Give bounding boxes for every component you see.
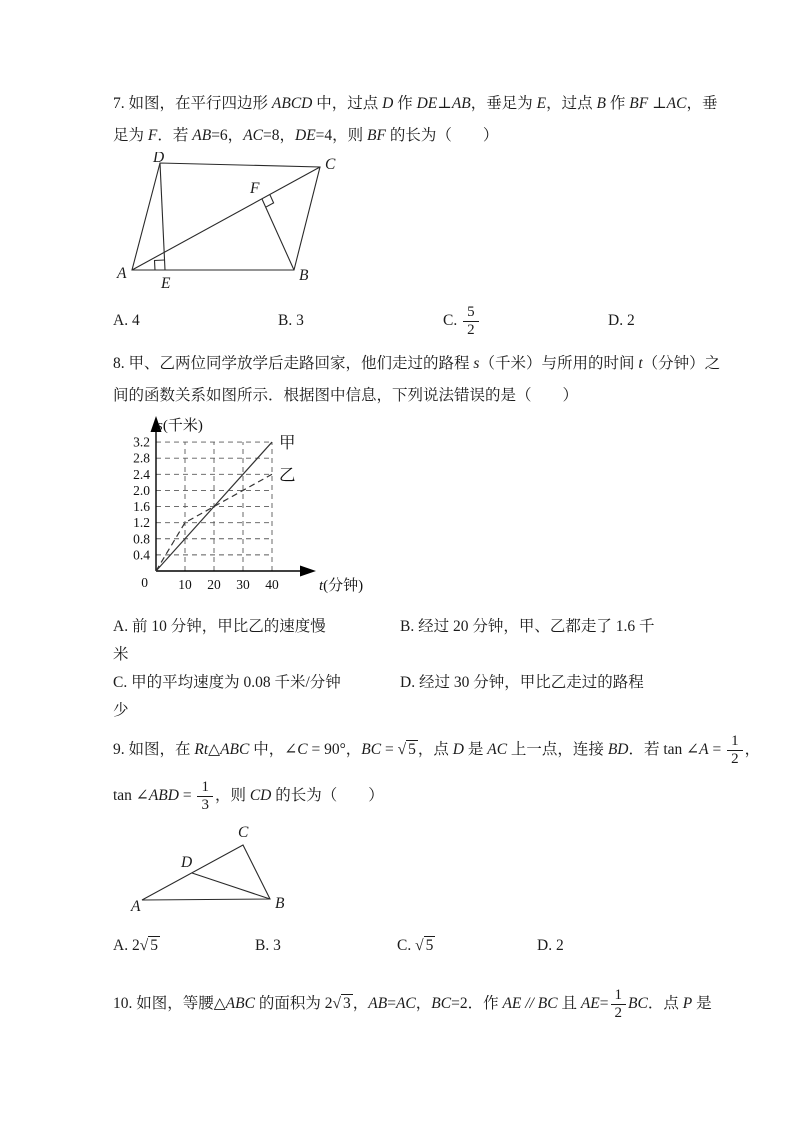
series-label-甲: 甲: [279, 433, 296, 453]
q8-option-d: D. 经过 30 分钟，甲比乙走过的路程: [400, 674, 644, 691]
parallelogram-figure: [105, 152, 375, 302]
y-tick-label: 2.8: [133, 450, 150, 466]
question-9-text-line-1: 9. 如图，在 Rt△ABC 中，∠C = 90°，BC = √ 5 ，点 D 是 AC 上一点，连接 BD．若 tan ∠A = $\frac{1}{2}$ ，: [113, 733, 761, 767]
distance-time-chart: [120, 414, 380, 609]
x-axis-arrow: [300, 566, 316, 577]
q7-option-b: B. 3: [278, 312, 304, 329]
y-tick-label: 2.0: [133, 482, 150, 498]
square-root: √ 5: [139, 937, 158, 954]
origin-label: 0: [141, 575, 148, 590]
fraction: $\frac{1}{2}$: [611, 987, 627, 1022]
q8-option-b-wrap: 米: [113, 646, 129, 663]
square-root: √ 5: [415, 937, 434, 954]
square-root: √ 5: [397, 741, 416, 758]
question-9-figure: [130, 823, 693, 921]
y-tick-label: 1.2: [133, 515, 150, 531]
q7-option-a: A. 4: [113, 312, 140, 329]
q8-option-a: A. 前 10 分钟，甲比乙的速度慢: [113, 618, 326, 635]
fraction: $\frac{5}{2}$: [463, 304, 479, 339]
x-tick-label: 30: [236, 577, 250, 592]
vertex-label-c: C: [325, 156, 336, 173]
x-tick-label: 20: [207, 577, 221, 592]
question-8-text-line-1: 8. 甲、乙两位同学放学后走路回家，他们走过的路程 s（千米）与所用的时间 t（分钟）之: [113, 355, 721, 372]
y-axis-label: s(千米): [157, 418, 203, 434]
q9-option-b: B. 3: [255, 937, 281, 954]
q8-option-d-wrap: 少: [113, 702, 129, 719]
vertex-label-e: E: [161, 275, 171, 292]
question-7-text-line-2: 足为 F．若 AB=6，AC=8，DE=4，则 BF 的长为（ ）: [113, 127, 499, 144]
vertex-label-a: A: [117, 265, 127, 282]
question-10-text-line-1: 10. 如图，等腰△ABC 的面积为 2√ 3 ，AB=AC，BC=2．作 AE // BC 且 AE= $\frac{1}{2}$ BC．点 P 是: [113, 987, 712, 1021]
q7-option-c: C. $\frac{5}{2}$: [443, 304, 608, 339]
y-tick-label: 2.4: [133, 466, 150, 482]
q9-option-a: A. 2√ 5: [113, 937, 158, 954]
vertex-label-b: B: [299, 267, 309, 284]
q9-option-c: C. √ 5: [397, 937, 434, 954]
vertex-label-d: D: [181, 854, 193, 871]
vertex-label-d: D: [153, 152, 165, 166]
question-10: [113, 981, 712, 1027]
y-tick-label: 1.6: [133, 499, 150, 515]
q7-option-d: D. 2: [608, 312, 635, 329]
vertex-label-b: B: [275, 895, 285, 912]
question-7-text-line-1: 7. 如图，在平行四边形 ABCD 中，过点 D 作 DE⊥AB，垂足为 E，过点 B 作 BF ⊥AC，垂: [113, 95, 718, 112]
segment-bf: [262, 199, 294, 270]
series-label-乙: 乙: [279, 465, 296, 485]
q8-options-row-cd: [113, 669, 693, 697]
triangle-outline: [142, 845, 270, 900]
y-tick-label: 0.8: [133, 531, 150, 547]
q8-options-row-ab: [113, 613, 693, 641]
question-7-options: [113, 302, 693, 340]
question-8: [113, 348, 721, 725]
y-tick-label: 0.4: [133, 547, 150, 563]
vertex-label-a: A: [131, 898, 141, 915]
triangle-figure: [130, 823, 350, 921]
q8-option-b: B. 经过 20 分钟，甲、乙都走了 1.6 千: [400, 618, 655, 635]
x-tick-label: 10: [178, 577, 192, 592]
x-tick-label: 40: [265, 577, 279, 592]
question-8-text-line-2: 间的函数关系如图所示．根据图中信息，下列说法错误的是（ ）: [113, 387, 579, 404]
y-tick-label: 3.2: [133, 434, 150, 450]
question-7-figure: [105, 152, 693, 302]
fraction: $\frac{1}{3}$: [197, 779, 213, 814]
question-7: [113, 88, 718, 340]
question-8-chart: [120, 414, 693, 609]
q8-option-c: C. 甲的平均速度为 0.08 千米/分钟: [113, 674, 341, 691]
fraction: $\frac{1}{2}$: [727, 733, 743, 768]
right-angle-mark-e: [155, 260, 165, 270]
segment-db: [192, 873, 270, 899]
x-axis-label: t(分钟): [319, 578, 364, 594]
question-9-text-line-2: tan ∠ABD = $\frac{1}{3}$ ，则 CD 的长为（ ）: [113, 779, 384, 813]
vertex-label-f: F: [250, 180, 260, 197]
q9-option-d: D. 2: [537, 937, 564, 954]
question-9-options: [113, 927, 693, 965]
square-root: √ 3: [332, 995, 351, 1012]
vertex-label-c: C: [238, 824, 249, 841]
diagonal-ac: [132, 167, 320, 270]
question-9: [113, 727, 761, 965]
